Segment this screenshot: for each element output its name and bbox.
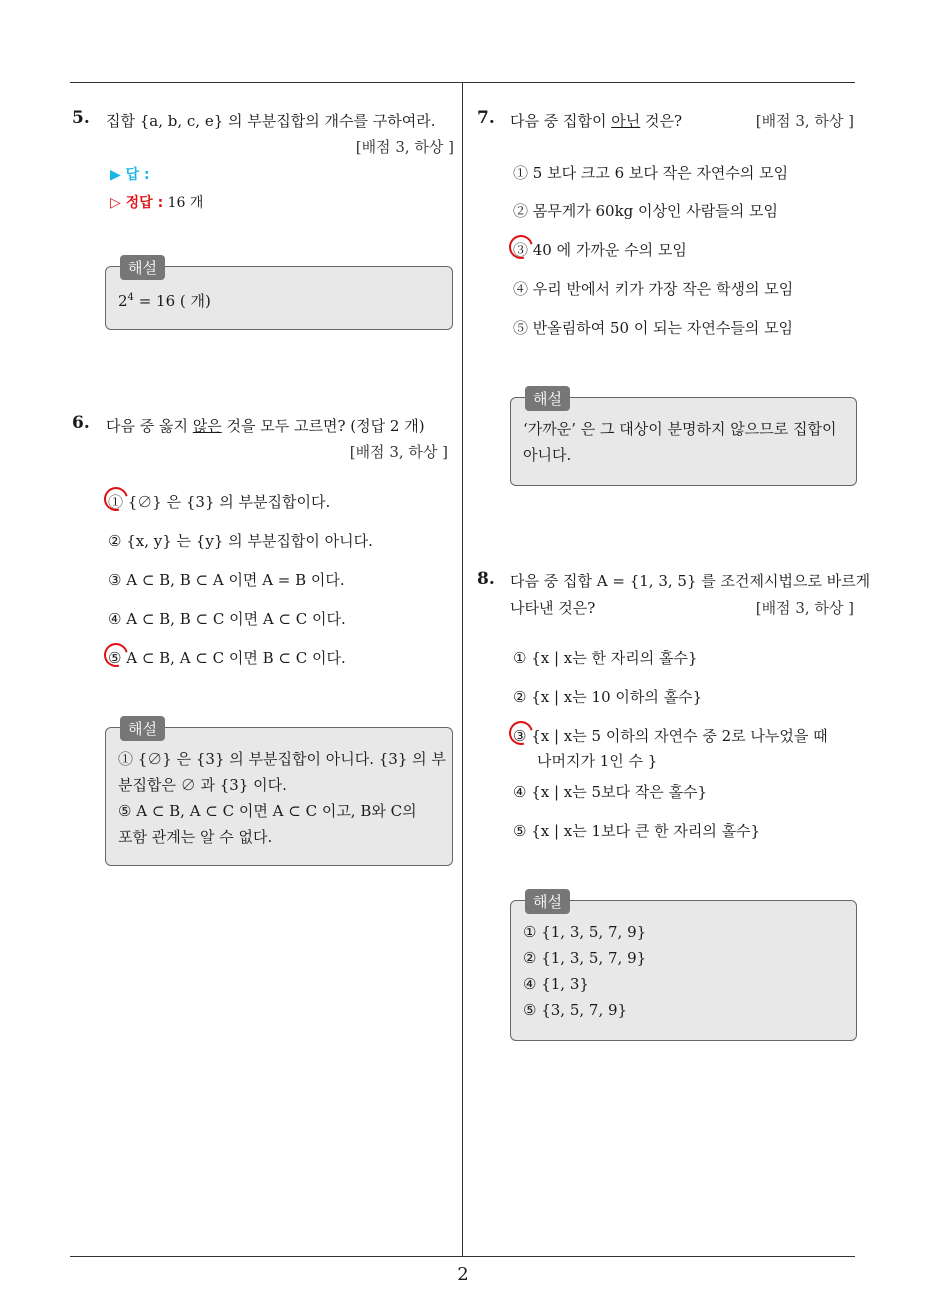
question-text: 다음 중 집합이 아닌 것은? <box>510 112 683 130</box>
explanation-body: ① {∅} 은 {3} 의 부분집합이 아니다. {3} 의 부 분집합은 ∅ 과 {3} 이다. ⑤ A ⊂ B, A ⊂ C 이면 A ⊂ C 이고, B와 C의 포함 관계는 알 수 없다. <box>118 750 446 846</box>
explanation-box <box>510 390 857 486</box>
question-number: 7. <box>477 108 495 128</box>
correct-label: ▷ 정답 : <box>110 195 164 211</box>
option-2[interactable]: ② {x, y} 는 {y} 의 부분집합이 아니다. <box>108 532 373 550</box>
option-1[interactable]: ① 5 보다 크고 6 보다 작은 자연수의 모임 <box>513 164 789 182</box>
option-5[interactable]: ⑤ A ⊂ B, A ⊂ C 이면 B ⊂ C 이다. <box>108 649 346 667</box>
question-text: 다음 중 옳지 않은 것을 모두 고르면? (정답 2 개) <box>106 417 425 435</box>
question-text-line-1: 다음 중 집합 A = {1, 3, 5} 를 조건제시법으로 바르게 <box>510 572 871 590</box>
explanation-label: 해설 <box>525 889 570 914</box>
question-number: 5. <box>72 108 90 128</box>
explanation-box <box>105 259 453 330</box>
option-4[interactable]: ④ {x | x는 5보다 작은 홀수} <box>513 783 708 801</box>
option-5[interactable]: ⑤ {x | x는 1보다 큰 한 자리의 홀수} <box>513 822 761 840</box>
question-number: 8. <box>477 569 495 589</box>
option-2[interactable]: ② {x | x는 10 이하의 홀수} <box>513 688 703 706</box>
bottom-rule <box>70 1256 855 1257</box>
explanation-body: ‘가까운’ 은 그 대상이 분명하지 않으므로 집합이 아니다. <box>523 420 837 464</box>
option-1[interactable]: ① {∅} 은 {3} 의 부분집합이다. <box>108 493 331 511</box>
score-tag: [배점 3, 하상 ] <box>349 443 448 461</box>
option-3[interactable]: ③ 40 에 가까운 수의 모임 <box>513 241 687 259</box>
option-4[interactable]: ④ 우리 반에서 키가 가장 작은 학생의 모임 <box>513 280 794 298</box>
explanation-label: 해설 <box>120 255 165 280</box>
explanation-label: 해설 <box>525 386 570 411</box>
score-tag: [배점 3, 하상 ] <box>755 112 854 130</box>
option-5[interactable]: ⑤ 반올림하여 50 이 되는 자연수들의 모임 <box>513 319 794 337</box>
explanation-box <box>105 720 453 866</box>
correct-answer-row <box>110 192 203 212</box>
option-4[interactable]: ④ A ⊂ B, B ⊂ C 이면 A ⊂ C 이다. <box>108 610 346 628</box>
option-3-continued: 나머지가 1인 수 } <box>537 752 658 770</box>
column-divider <box>462 83 463 1257</box>
correct-value: 16 개 <box>167 195 204 211</box>
option-2[interactable]: ② 몸무게가 60kg 이상인 사람들의 모임 <box>513 202 778 220</box>
option-1[interactable]: ① {x | x는 한 자리의 홀수} <box>513 649 698 667</box>
explanation-label: 해설 <box>120 716 165 741</box>
explanation-box <box>510 893 857 1041</box>
explanation-body: ① {1, 3, 5, 7, 9} ② {1, 3, 5, 7, 9} ④ {1, 3} ⑤ {3, 5, 7, 9} <box>523 923 647 1019</box>
option-3[interactable]: ③ A ⊂ B, B ⊂ A 이면 A = B 이다. <box>108 571 345 589</box>
page-number: 2 <box>457 1264 469 1285</box>
score-tag: [배점 3, 하상 ] <box>355 138 454 156</box>
question-text: 집합 {a, b, c, e} 의 부분집합의 개수를 구하여라. <box>106 112 436 130</box>
option-3[interactable]: ③ {x | x는 5 이하의 자연수 중 2로 나누었을 때 <box>513 727 828 745</box>
explanation-body: $2^4 = 16$ ( 개) <box>118 292 211 310</box>
score-tag: [배점 3, 하상 ] <box>755 599 854 617</box>
answer-label: ▶ 답 : <box>110 167 150 183</box>
question-number: 6. <box>72 413 90 433</box>
question-text-line-2: 나타낸 것은? <box>510 599 596 617</box>
